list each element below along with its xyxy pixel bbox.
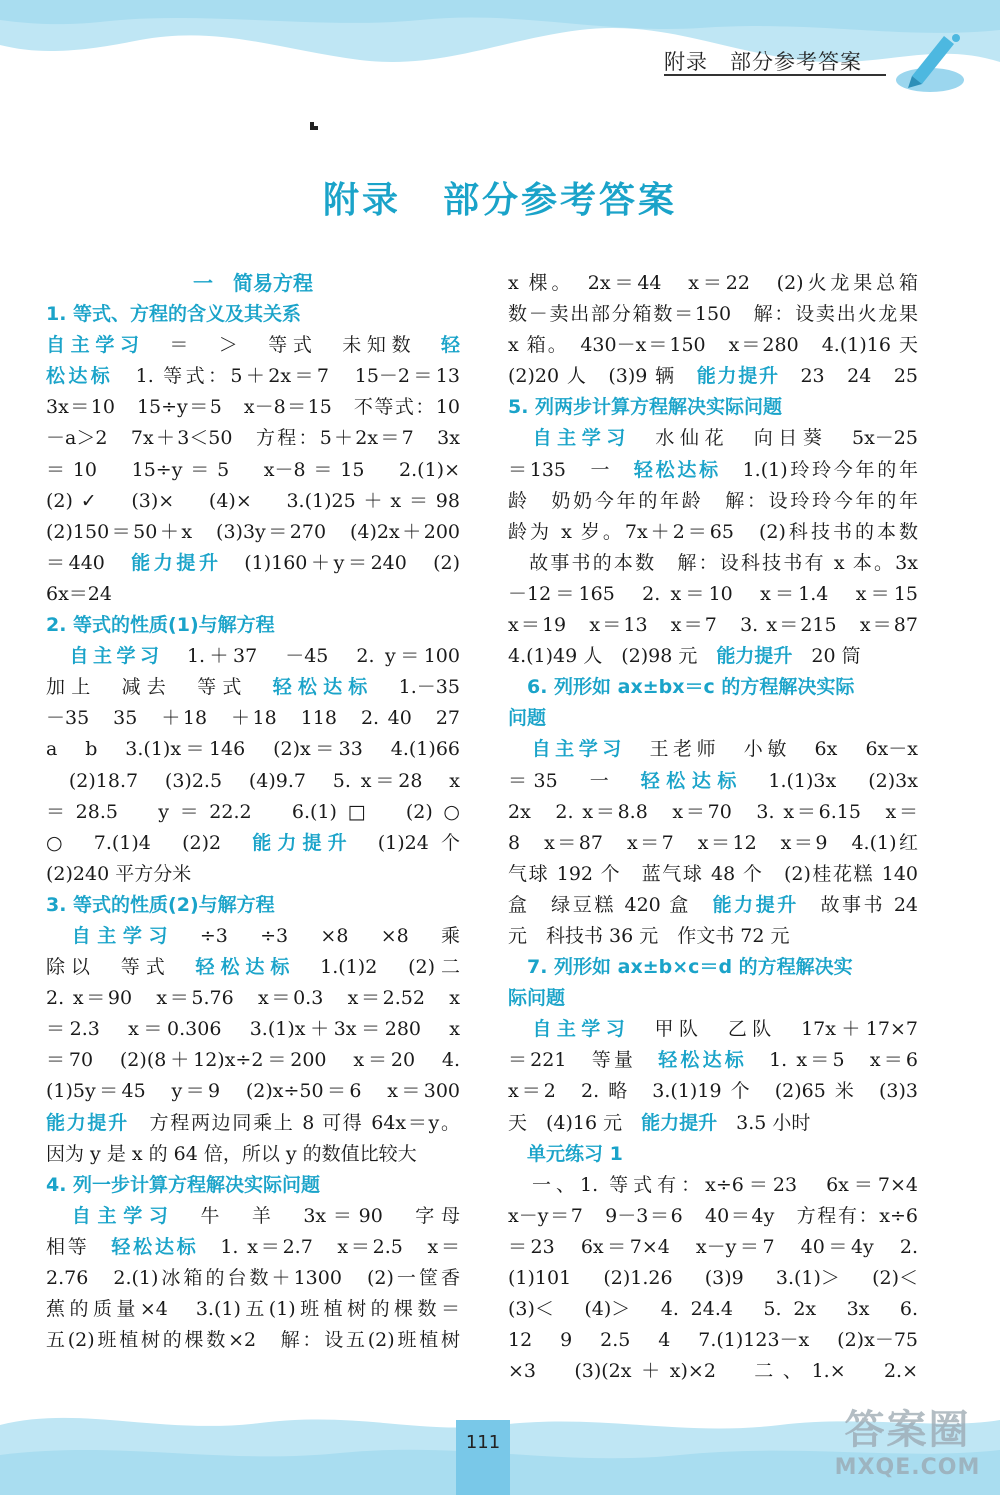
page-number: 111: [465, 1432, 501, 1453]
text-segment: 龄为 x 岁。7x＋2＝65 (2)科技书的本数: [508, 520, 918, 543]
text-line: [46, 1170, 460, 1201]
text-segment: 1.－35: [373, 676, 460, 699]
ink-mark: [307, 120, 319, 132]
text-segment: ＝440: [46, 551, 132, 574]
text-segment: (1)24 个: [352, 831, 460, 854]
text-segment: ○ 7.(1)4 (2)2: [46, 831, 253, 854]
text-segment: 问题: [508, 707, 547, 730]
keyword-label: 能力提升: [131, 551, 222, 574]
text-segment: 单元练习 1: [508, 1142, 623, 1165]
text-line: [46, 1139, 460, 1170]
text-line: [46, 797, 460, 828]
text-segment: ＝28.5 y＝22.2 6.(1)□ (2)○: [46, 800, 460, 823]
text-segment: 4. 列一步计算方程解决实际问题: [46, 1173, 321, 1196]
text-line: [508, 1294, 918, 1325]
text-segment: 加上 减去 等式: [46, 676, 273, 699]
text-segment: (1)5y＝45 y＝9 (2)x÷50＝6 x＝300: [46, 1080, 460, 1103]
keyword-label: 轻松达标: [272, 676, 374, 699]
text-line: [508, 1356, 918, 1387]
keyword-label: 轻松达标: [111, 1235, 199, 1258]
text-segment: ×3 (3)(2x＋x)×2 二、1.× 2.×: [508, 1360, 918, 1383]
text-line: [508, 392, 918, 423]
keyword-label: 松达标: [46, 365, 114, 388]
text-segment: 2. 等式的性质(1)与解方程: [46, 614, 275, 637]
keyword-label: 自主学习: [46, 1204, 175, 1227]
title-part2: 部分参考答案: [443, 180, 678, 221]
text-segment: (1)160＋y＝240 (2): [221, 551, 460, 574]
text-segment: 3. 等式的性质(2)与解方程: [46, 893, 275, 916]
text-segment: 相等: [46, 1235, 112, 1258]
text-segment: (1)101 (2)1.26 (3)9 3.(1)＞ (2)＜: [508, 1267, 918, 1289]
text-segment: (2)20 人 (3)9 辆: [508, 365, 697, 388]
text-line: [46, 423, 460, 454]
text-segment: 2x 2. x＝8.8 x＝70 3. x＝6.15 x＝: [508, 800, 918, 823]
text-line: [508, 1139, 918, 1170]
keyword-label: 轻松达标: [633, 458, 721, 481]
text-segment: 蕉的质量×4 3.(1)五(1)班植树的棵数＝: [46, 1298, 460, 1321]
text-segment: 1. x＝2.7 x＝2.5 x＝: [198, 1235, 460, 1258]
text-segment: 龄 奶奶今年的年龄 解：设玲玲今年的年: [508, 489, 918, 512]
text-line: [508, 734, 918, 765]
text-line: [46, 1045, 460, 1076]
text-segment: x＝2 2. 略 3.(1)19 个 (2)65 米 (3)3: [508, 1080, 918, 1103]
keyword-label: 能力提升: [252, 831, 353, 854]
text-segment: 一、1. 等式有：x÷6＝23 6x＝7×4: [508, 1173, 918, 1196]
text-line: [508, 423, 918, 454]
text-line: [46, 548, 460, 579]
text-line: [508, 1201, 918, 1232]
text-segment: 7. 列形如 ax±b×c＝d 的方程解决实: [508, 956, 853, 979]
keyword-label: 自主学习: [46, 645, 164, 668]
text-segment: 20 筒: [792, 645, 861, 668]
text-line: [508, 641, 918, 672]
text-line: [46, 455, 460, 486]
text-segment: ＝70 (2)(8＋12)x÷2＝200 x＝20 4.: [46, 1049, 460, 1072]
text-segment: 2. x＝90 x＝5.76 x＝0.3 x＝2.52 x: [46, 987, 460, 1010]
text-segment: 牛 羊 3x＝90 字母: [174, 1204, 460, 1227]
running-header: [664, 46, 862, 76]
text-line: [46, 1294, 460, 1325]
text-segment: 1.(1)3x (2)3x: [742, 769, 918, 792]
text-line: [46, 1325, 460, 1356]
text-segment: 1. 等式、方程的含义及其关系: [46, 303, 302, 326]
text-line: [508, 797, 918, 828]
keyword-label: 自主学习: [508, 427, 631, 450]
text-line: [508, 1325, 918, 1356]
text-segment: 1. 等式：5＋2x＝7 15－2＝13: [113, 365, 460, 388]
text-segment: 23 24 25: [779, 365, 918, 388]
text-segment: －12＝165 2. x＝10 x＝1.4 x＝15: [508, 582, 918, 605]
text-segment: 故事书 24: [798, 893, 918, 916]
text-segment: 1.(1)玲玲今年的年: [720, 458, 918, 481]
keyword-label: 能力提升: [712, 893, 799, 916]
text-line: [46, 330, 460, 361]
text-line: [508, 455, 918, 486]
text-segment: (2)240 平方分米: [46, 862, 192, 885]
pen-icon: [892, 28, 972, 98]
text-line: [508, 766, 918, 797]
text-line: [508, 1076, 918, 1107]
text-segment: ＝35 一: [508, 769, 641, 792]
text-line: [508, 548, 918, 579]
title-part1: 附录: [322, 180, 401, 221]
text-segment: ÷3 ÷3 ×8 ×8 乘: [174, 924, 460, 947]
text-segment: 4.(1)49 人 (2)98 元: [508, 645, 717, 668]
text-segment: 水仙花 向日葵 5x－25: [630, 427, 918, 450]
watermark-url: MXQE.COM: [834, 1455, 981, 1480]
left-column: [46, 268, 460, 1356]
text-segment: 元 科技书 36 元 作文书 72 元: [508, 924, 790, 947]
text-line: [46, 1232, 460, 1263]
text-segment: 6x＝24: [46, 582, 112, 605]
text-line: [46, 392, 460, 423]
page-title: [0, 172, 1000, 223]
text-line: [46, 1108, 460, 1139]
text-line: [508, 921, 918, 952]
text-line: [508, 299, 918, 330]
text-line: [46, 641, 460, 672]
header-right: 部分参考答案: [730, 50, 862, 74]
watermark: [820, 1398, 995, 1480]
text-line: [46, 859, 460, 890]
text-segment: x 箱。 430－x＝150 x＝280 4.(1)16 天: [508, 334, 918, 357]
text-line: [46, 921, 460, 952]
text-line: [508, 672, 918, 703]
text-line: [46, 299, 460, 330]
text-segment: 3.5 小时: [717, 1111, 811, 1134]
keyword-label: 自主学习: [508, 1018, 631, 1041]
text-segment: 一 简易方程: [193, 271, 313, 295]
text-line: [46, 610, 460, 641]
text-segment: ＝135 一: [508, 458, 634, 481]
text-segment: 12 9 2.5 4 7.(1)123－x (2)x－75: [508, 1329, 918, 1352]
text-line: [508, 1263, 918, 1294]
text-line: [46, 734, 460, 765]
text-line: [46, 672, 460, 703]
header-underline: [664, 74, 886, 76]
text-segment: ＝10 15÷y＝5 x－8＝15 2.(1)×: [46, 458, 460, 481]
text-segment: ＝23 6x＝7×4 x－y＝7 40＝4y 2.: [508, 1235, 918, 1258]
text-line: [508, 1232, 918, 1263]
text-line: [46, 361, 460, 392]
text-line: [46, 517, 460, 548]
keyword-label: 能力提升: [716, 645, 793, 668]
text-segment: 天 (4)16 元: [508, 1111, 642, 1134]
text-segment: 3x＝10 15÷y＝5 x－8＝15 不等式：10: [46, 396, 460, 419]
text-segment: ＝221 等量: [508, 1049, 659, 1072]
text-segment: 盒 绿豆糕 420 盒: [508, 893, 713, 916]
text-segment: x－y＝7 9－3＝6 40＝4y 方程有：x÷6: [508, 1204, 918, 1227]
keyword-label: 自主学习: [46, 924, 175, 947]
text-segment: 1. x＝5 x＝6: [746, 1049, 918, 1072]
text-segment: 8 x＝87 x＝7 x＝12 x＝9 4.(1)红: [508, 831, 918, 854]
text-line: [508, 330, 918, 361]
text-line: [46, 828, 460, 859]
text-segment: (2)✓ (3)× (4)× 3.(1)25＋x＝98: [46, 489, 460, 512]
text-segment: －a＞2 7x＋3＜50 方程：5＋2x＝7 3x: [46, 427, 460, 450]
text-line: [46, 703, 460, 734]
text-line: [508, 952, 918, 983]
keyword-label: 能力提升: [46, 1111, 129, 1134]
text-segment: 王老师 小敏 6x 6x－x: [625, 738, 918, 761]
text-segment: 因为 y 是 x 的 64 倍，所以 y 的数值比较大: [46, 1142, 417, 1165]
text-segment: 2.76 2.(1)冰箱的台数＋1300 (2)一筐香: [46, 1267, 460, 1289]
text-line: [508, 1170, 918, 1201]
text-segment: －35 35 ＋18 ＋18 118 2. 40 27: [46, 707, 460, 730]
text-line: [46, 1263, 460, 1294]
text-line: [508, 859, 918, 890]
text-line: [508, 579, 918, 610]
text-line: [46, 766, 460, 797]
text-line: [508, 486, 918, 517]
text-line: [46, 1076, 460, 1107]
text-line: [46, 486, 460, 517]
text-line: [508, 361, 918, 392]
text-line: [46, 983, 460, 1014]
text-line: [46, 952, 460, 983]
text-line: [508, 268, 918, 299]
text-segment: 5. 列两步计算方程解决实际问题: [508, 396, 783, 419]
text-line: [508, 1014, 918, 1045]
text-segment: x 棵。 2x＝44 x＝22 (2)火龙果总箱: [508, 272, 918, 294]
keyword-label: 能力提升: [696, 365, 780, 388]
text-line: [46, 268, 460, 299]
text-segment: 五(2)班植树的棵数×2 解：设五(2)班植树: [46, 1329, 460, 1352]
keyword-label: 自主学习: [508, 738, 626, 761]
header-left: 附录: [664, 50, 708, 74]
text-segment: 除以 等式: [46, 956, 196, 979]
text-segment: (2)18.7 (3)2.5 (4)9.7 5. x＝28 x: [46, 769, 460, 792]
text-segment: 1.(1)2 (2)二: [295, 956, 460, 979]
text-segment: 故事书的本数 解：设科技书有 x 本。3x: [508, 551, 918, 574]
text-segment: ＝ ＞ 等式 未知数: [144, 334, 441, 357]
keyword-label: 能力提升: [641, 1111, 718, 1134]
text-segment: ＝2.3 x＝0.306 3.(1)x＋3x＝280 x: [46, 1018, 460, 1041]
text-line: [508, 1108, 918, 1139]
text-segment: 际问题: [508, 987, 566, 1010]
keyword-label: 自主学习: [46, 334, 145, 357]
right-column: [508, 268, 918, 1387]
text-line: [46, 1201, 460, 1232]
text-segment: 气球 192 个 蓝气球 48 个 (2)桂花糕 140: [508, 862, 918, 885]
text-line: [508, 610, 918, 641]
text-segment: 方程两边同乘上 8 可得 64x＝y。: [128, 1111, 460, 1134]
text-segment: 数－卖出部分箱数＝150 解：设卖出火龙果: [508, 303, 918, 326]
text-segment: (2)150＝50＋x (3)3y＝270 (4)2x＋200: [46, 520, 460, 543]
keyword-label: 轻: [440, 334, 460, 357]
text-segment: x＝19 x＝13 x＝7 3. x＝215 x＝87: [508, 614, 918, 637]
text-segment: 6. 列形如 ax±bx＝c 的方程解决实际: [508, 676, 855, 699]
text-line: [508, 983, 918, 1014]
text-segment: 甲队 乙队 17x＋17×7: [630, 1018, 918, 1041]
text-line: [46, 1014, 460, 1045]
text-line: [46, 579, 460, 610]
text-line: [46, 890, 460, 921]
text-line: [508, 890, 918, 921]
keyword-label: 轻松达标: [195, 956, 296, 979]
keyword-label: 轻松达标: [640, 769, 743, 792]
text-segment: (3)＜ (4)＞ 4. 24.4 5. 2x 3x 6.: [508, 1298, 918, 1321]
text-line: [508, 517, 918, 548]
text-segment: 1.＋37 －45 2. y＝100: [163, 645, 460, 668]
text-segment: a b 3.(1)x＝146 (2)x＝33 4.(1)66: [46, 738, 460, 761]
text-line: [508, 1045, 918, 1076]
watermark-logo: 答案圈: [844, 1407, 971, 1453]
text-line: [508, 703, 918, 734]
keyword-label: 轻松达标: [658, 1049, 747, 1072]
text-line: [508, 828, 918, 859]
